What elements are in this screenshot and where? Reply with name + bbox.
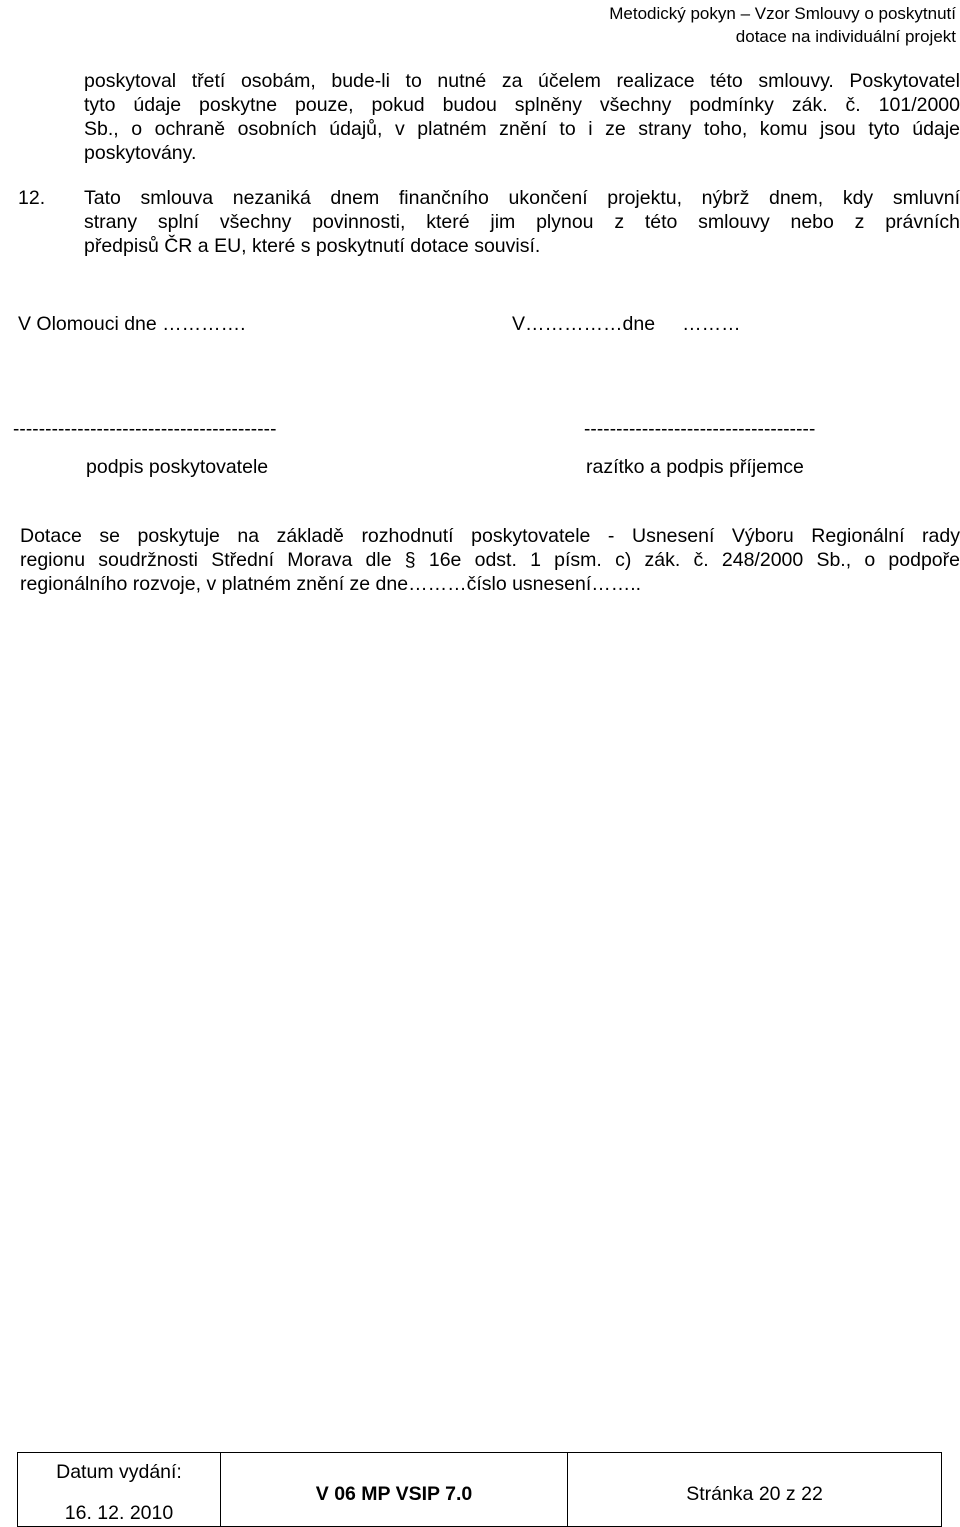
place-date-recipient: V……………dne ………: [512, 313, 741, 335]
document-footer: [17, 1452, 942, 1527]
text-line: Dotace se poskytuje na základě rozhodnutí poskytovatele - Usnesení Výboru Regionální rady: [20, 525, 960, 547]
text-line: Tato smlouva nezaniká dnem finančního ukončení projektu, nýbrž dnem, kdy smluvní: [84, 187, 960, 209]
continuation-paragraph: [84, 69, 960, 165]
footer-code-cell: [221, 1453, 568, 1527]
clause-number: 12.: [18, 187, 46, 209]
footer-date-cell: [18, 1453, 221, 1527]
place-date-provider: V Olomouci dne ………….: [18, 313, 246, 335]
signature-label-recipient: razítko a podpis příjemce: [586, 456, 804, 478]
header-title-line1: Metodický pokyn – Vzor Smlouvy o poskytnutí: [609, 4, 956, 23]
signature-label-provider: podpis poskytovatele: [86, 456, 269, 478]
text-line: tyto údaje poskytne pouze, pokud budou splněny všechny podmínky zák. č. 101/2000: [84, 94, 960, 116]
signature-line-provider: -----------------------------------------: [13, 419, 277, 440]
issue-date-value: 16. 12. 2010: [64, 1502, 174, 1524]
text-line: předpisů ČR a EU, které s poskytnutí dotace souvisí.: [84, 235, 541, 257]
clause-12-paragraph: [84, 186, 960, 258]
subsidy-note-paragraph: [20, 524, 960, 596]
signature-line-recipient: ------------------------------------: [584, 419, 816, 440]
document-code: V 06 MP VSIP 7.0: [315, 1483, 473, 1505]
text-line: poskytovány.: [84, 142, 197, 164]
header-title-line2: dotace na individuální projekt: [735, 27, 956, 46]
page-number: Stránka 20 z 22: [686, 1483, 823, 1505]
text-line: regionu soudržnosti Střední Morava dle § 16e odst. 1 písm. c) zák. č. 248/2000 Sb., o podpoře: [20, 549, 960, 571]
issue-date-label: Datum vydání:: [56, 1461, 182, 1483]
text-line: poskytoval třetí osobám, bude-li to nutné za účelem realizace této smlouvy. Poskytovatel: [84, 70, 960, 92]
footer-page-cell: [568, 1453, 942, 1527]
text-line: regionálního rozvoje, v platném znění ze dne………číslo usnesení……..: [20, 573, 642, 595]
text-line: Sb., o ochraně osobních údajů, v platném znění to i ze strany toho, komu jsou tyto údaje: [84, 118, 960, 140]
document-header: [436, 2, 956, 48]
text-line: strany splní všechny povinnosti, které jim plynou z této smlouvy nebo z právních: [84, 211, 960, 233]
